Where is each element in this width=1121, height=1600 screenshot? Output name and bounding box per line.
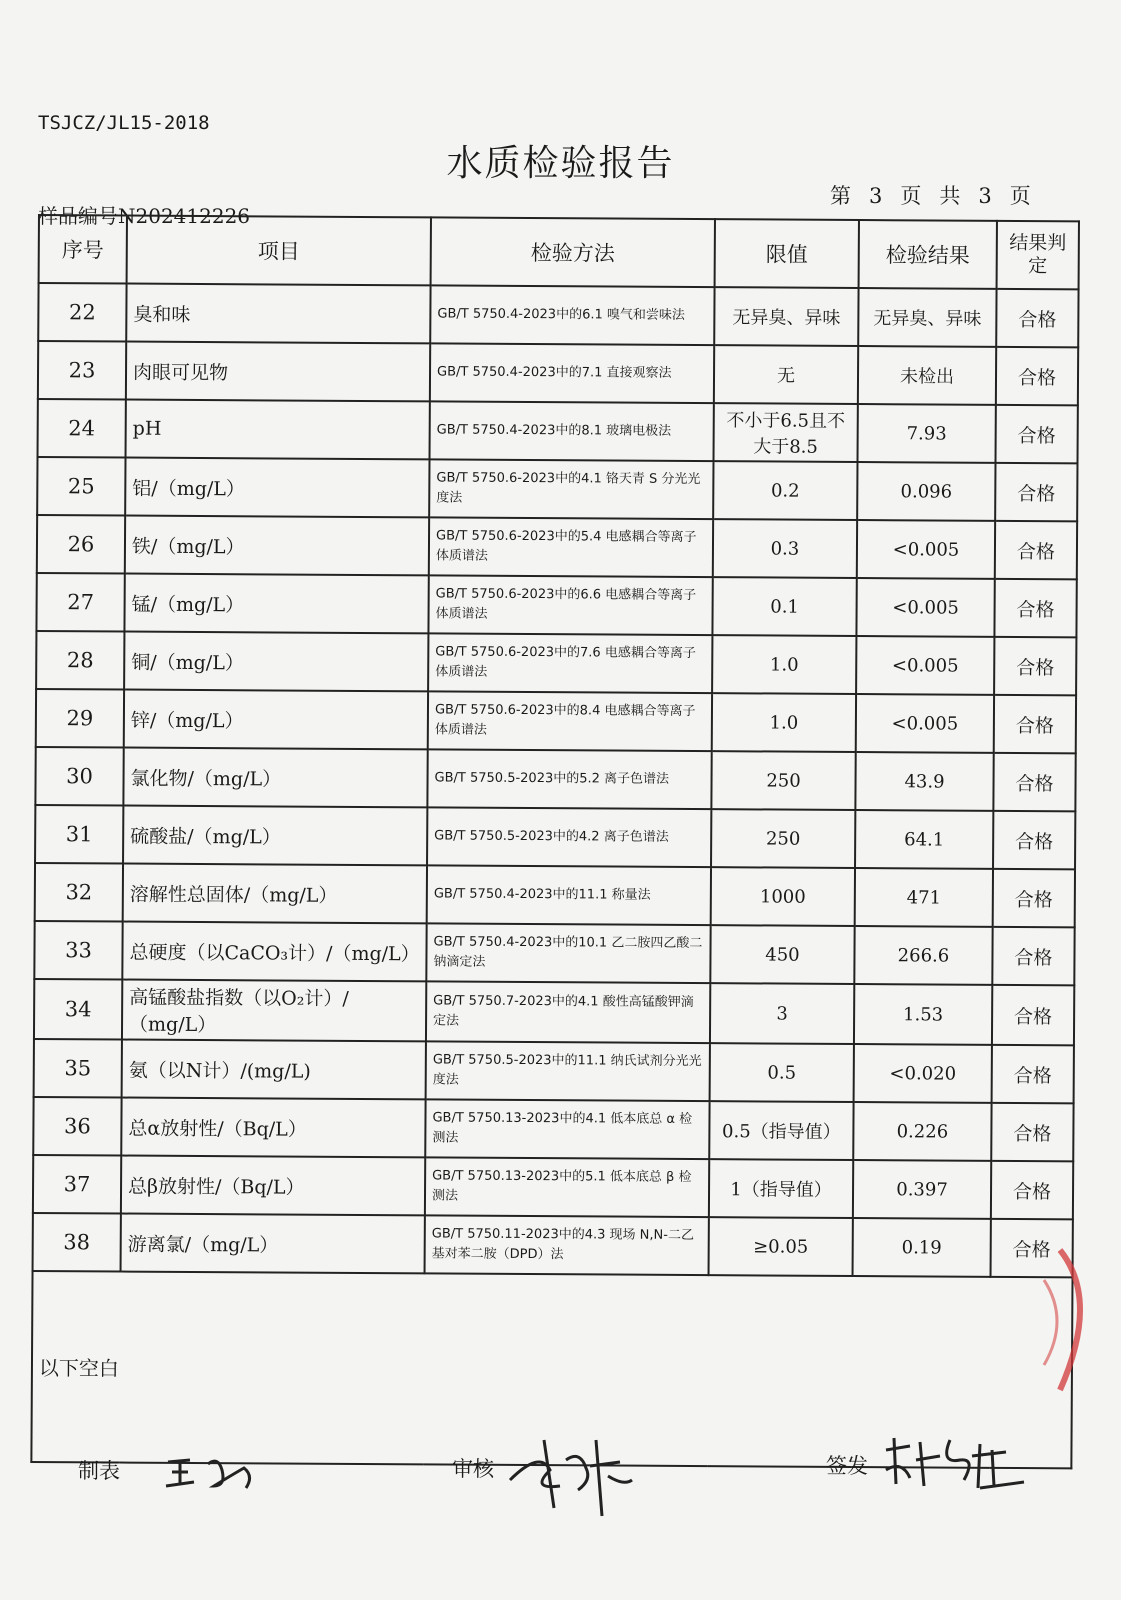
page-current: 3: [869, 184, 883, 208]
row-no: 23: [38, 341, 126, 400]
reviewed-by-label: 审核: [452, 1457, 494, 1481]
row-method: GB/T 5750.6-2023中的8.4 电感耦合等离子体质谱法: [428, 691, 712, 751]
row-no: 33: [34, 921, 122, 980]
page-total-prefix: 共: [939, 184, 961, 208]
row-result: <0.005: [856, 694, 994, 753]
row-result: 1.53: [854, 984, 992, 1045]
row-judge: 合格: [994, 637, 1076, 695]
row-limit: 250: [711, 809, 855, 868]
row-judge: 合格: [992, 1045, 1074, 1103]
page-unit: 页: [900, 184, 922, 208]
table-row: [35, 805, 1075, 869]
row-judge: 合格: [995, 405, 1077, 463]
page-total-unit: 页: [1009, 184, 1031, 208]
red-seal-stamp: [1030, 1240, 1121, 1400]
row-limit: 450: [710, 925, 854, 984]
table-row: [37, 457, 1077, 521]
row-no: 34: [34, 979, 122, 1040]
row-method: GB/T 5750.5-2023中的5.2 离子色谱法: [427, 749, 711, 809]
row-method: GB/T 5750.6-2023中的7.6 电感耦合等离子体质谱法: [428, 633, 712, 693]
row-limit: 无: [714, 345, 858, 404]
row-limit: 0.3: [713, 519, 857, 578]
row-item: 铝/（mg/L）: [125, 458, 429, 518]
table-row: [36, 631, 1076, 695]
row-limit: 0.2: [713, 461, 857, 520]
row-limit: 1000: [711, 867, 855, 926]
row-result: <0.005: [857, 520, 995, 579]
row-method: GB/T 5750.4-2023中的6.1 嗅气和尝味法: [430, 285, 714, 345]
row-method: GB/T 5750.5-2023中的11.1 纳氏试剂分光光度法: [426, 1041, 710, 1101]
row-limit: 1.0: [712, 635, 856, 694]
row-result: 266.6: [854, 926, 992, 985]
row-item: 肉眼可见物: [126, 342, 430, 402]
row-method: GB/T 5750.13-2023中的4.1 低本底总 α 检测法: [425, 1099, 709, 1159]
header-no: 序号: [39, 215, 127, 284]
row-judge: 合格: [991, 1161, 1073, 1219]
row-judge: 合格: [995, 521, 1077, 579]
row-method: GB/T 5750.4-2023中的10.1 乙二胺四乙酸二钠滴定法: [426, 923, 710, 983]
row-limit: 0.5: [710, 1043, 854, 1102]
row-no: 31: [35, 805, 123, 864]
table-row: [33, 1155, 1073, 1219]
page-number: [830, 180, 1049, 210]
row-judge: 合格: [992, 985, 1074, 1045]
row-judge: 合格: [992, 927, 1074, 985]
row-method: GB/T 5750.7-2023中的4.1 酸性高锰酸钾滴定法: [426, 981, 710, 1043]
row-result: 0.226: [853, 1102, 991, 1161]
row-item: 硫酸盐/（mg/L）: [123, 806, 427, 866]
header-limit: 限值: [715, 219, 859, 288]
row-no: 29: [36, 689, 124, 748]
row-item: 氯化物/（mg/L）: [123, 748, 427, 808]
row-no: 22: [38, 283, 126, 342]
row-limit: 不小于6.5且不大于8.5: [714, 403, 858, 462]
table-header-row: [39, 215, 1079, 289]
table-row: [38, 341, 1078, 405]
row-method: GB/T 5750.6-2023中的5.4 电感耦合等离子体质谱法: [429, 517, 713, 577]
header-method: 检验方法: [431, 217, 715, 287]
prepared-signature: [160, 1450, 260, 1495]
table-row: [34, 1039, 1074, 1103]
row-judge: 合格: [996, 289, 1078, 347]
sample-number: 样品编号N202412226: [38, 204, 251, 228]
row-item: 臭和味: [126, 284, 430, 344]
row-item: 铜/（mg/L）: [124, 632, 428, 692]
issued-by-label: 签发: [826, 1454, 868, 1478]
row-item: pH: [126, 400, 430, 460]
row-method: GB/T 5750.4-2023中的7.1 直接观察法: [430, 343, 714, 403]
row-method: GB/T 5750.6-2023中的6.6 电感耦合等离子体质谱法: [428, 575, 712, 635]
table-row: [33, 1097, 1073, 1161]
row-limit: ≥0.05: [709, 1217, 853, 1276]
report-title: 水质检验报告: [446, 143, 675, 184]
table-row: [37, 515, 1077, 579]
row-limit: 250: [711, 751, 855, 810]
table-row: [34, 979, 1074, 1045]
row-result: <0.020: [854, 1044, 992, 1103]
row-no: 27: [36, 573, 124, 632]
table-row: [36, 689, 1076, 753]
table-row: [38, 283, 1078, 347]
table-row: [34, 921, 1074, 985]
row-judge: 合格: [996, 347, 1078, 405]
row-method: GB/T 5750.5-2023中的4.2 离子色谱法: [427, 807, 711, 867]
table-row: [33, 1213, 1073, 1277]
row-judge: 合格: [993, 753, 1075, 811]
row-no: 24: [38, 399, 126, 458]
header-judge: 结果判定: [997, 221, 1079, 289]
row-item: 游离氯/（mg/L）: [121, 1214, 425, 1274]
row-judge: 合格: [991, 1103, 1073, 1161]
blank-note: 以下空白: [31, 1271, 1072, 1468]
row-judge: 合格: [991, 1219, 1073, 1277]
row-no: 25: [37, 457, 125, 516]
row-item: 铁/（mg/L）: [125, 516, 429, 576]
row-item: 总硬度（以CaCO₃计）/（mg/L）: [122, 922, 426, 982]
table-row: [35, 863, 1075, 927]
row-result: 无异臭、异味: [858, 288, 996, 347]
row-result: 0.397: [853, 1160, 991, 1219]
header-result: 检验结果: [859, 220, 997, 289]
row-item: 锰/（mg/L）: [124, 574, 428, 634]
row-limit: 1（指导值）: [709, 1159, 853, 1218]
row-no: 32: [35, 863, 123, 922]
row-result: <0.005: [856, 636, 994, 695]
row-method: GB/T 5750.4-2023中的11.1 称量法: [427, 865, 711, 925]
row-no: 35: [34, 1039, 122, 1098]
row-judge: 合格: [993, 869, 1075, 927]
row-method: GB/T 5750.13-2023中的5.1 低本底总 β 检测法: [425, 1157, 709, 1217]
row-judge: 合格: [994, 579, 1076, 637]
row-no: 26: [37, 515, 125, 574]
row-no: 38: [33, 1213, 121, 1272]
row-item: 溶解性总固体/（mg/L）: [123, 864, 427, 924]
row-no: 37: [33, 1155, 121, 1214]
row-judge: 合格: [993, 811, 1075, 869]
row-item: 总β放射性/（Bq/L）: [121, 1156, 425, 1216]
row-item: 氨（以N计）/(mg/L): [122, 1040, 426, 1100]
row-no: 30: [35, 747, 123, 806]
row-no: 28: [36, 631, 124, 690]
table-row: [38, 399, 1078, 463]
row-limit: 3: [710, 983, 854, 1044]
page-prefix: 第: [830, 184, 851, 208]
row-item: 锌/（mg/L）: [124, 690, 428, 750]
row-method: GB/T 5750.6-2023中的4.1 铬天青 S 分光光度法: [429, 459, 713, 519]
page-total: 3: [978, 184, 992, 208]
row-limit: 无异臭、异味: [714, 287, 858, 346]
document-code: TSJCZ/JL15-2018: [38, 112, 210, 134]
row-limit: 0.5（指导值）: [709, 1101, 853, 1160]
row-result: 471: [855, 868, 993, 927]
row-limit: 1.0: [712, 693, 856, 752]
row-result: 7.93: [858, 404, 996, 463]
row-method: GB/T 5750.4-2023中的8.1 玻璃电极法: [430, 401, 714, 461]
results-table: [30, 214, 1080, 1469]
row-judge: 合格: [994, 695, 1076, 753]
table-row: [36, 573, 1076, 637]
row-result: 43.9: [855, 752, 993, 811]
row-no: 36: [33, 1097, 121, 1156]
row-result: <0.005: [856, 578, 994, 637]
row-result: 未检出: [858, 346, 996, 405]
row-result: 0.096: [857, 462, 995, 521]
reviewed-signature: [500, 1420, 640, 1520]
row-limit: 0.1: [712, 577, 856, 636]
row-item: 高锰酸盐指数（以O₂计）/（mg/L）: [122, 980, 426, 1042]
row-result: 64.1: [855, 810, 993, 869]
row-judge: 合格: [995, 463, 1077, 521]
issued-signature: [880, 1430, 1030, 1495]
row-result: 0.19: [853, 1218, 991, 1277]
header-item: 项目: [127, 216, 431, 286]
table-row: [35, 747, 1075, 811]
prepared-by-label: 制表: [78, 1459, 120, 1483]
row-item: 总α放射性/（Bq/L）: [121, 1098, 425, 1158]
row-method: GB/T 5750.11-2023中的4.3 现场 N,N-二乙基对苯二胺（DPD）法: [425, 1215, 709, 1275]
